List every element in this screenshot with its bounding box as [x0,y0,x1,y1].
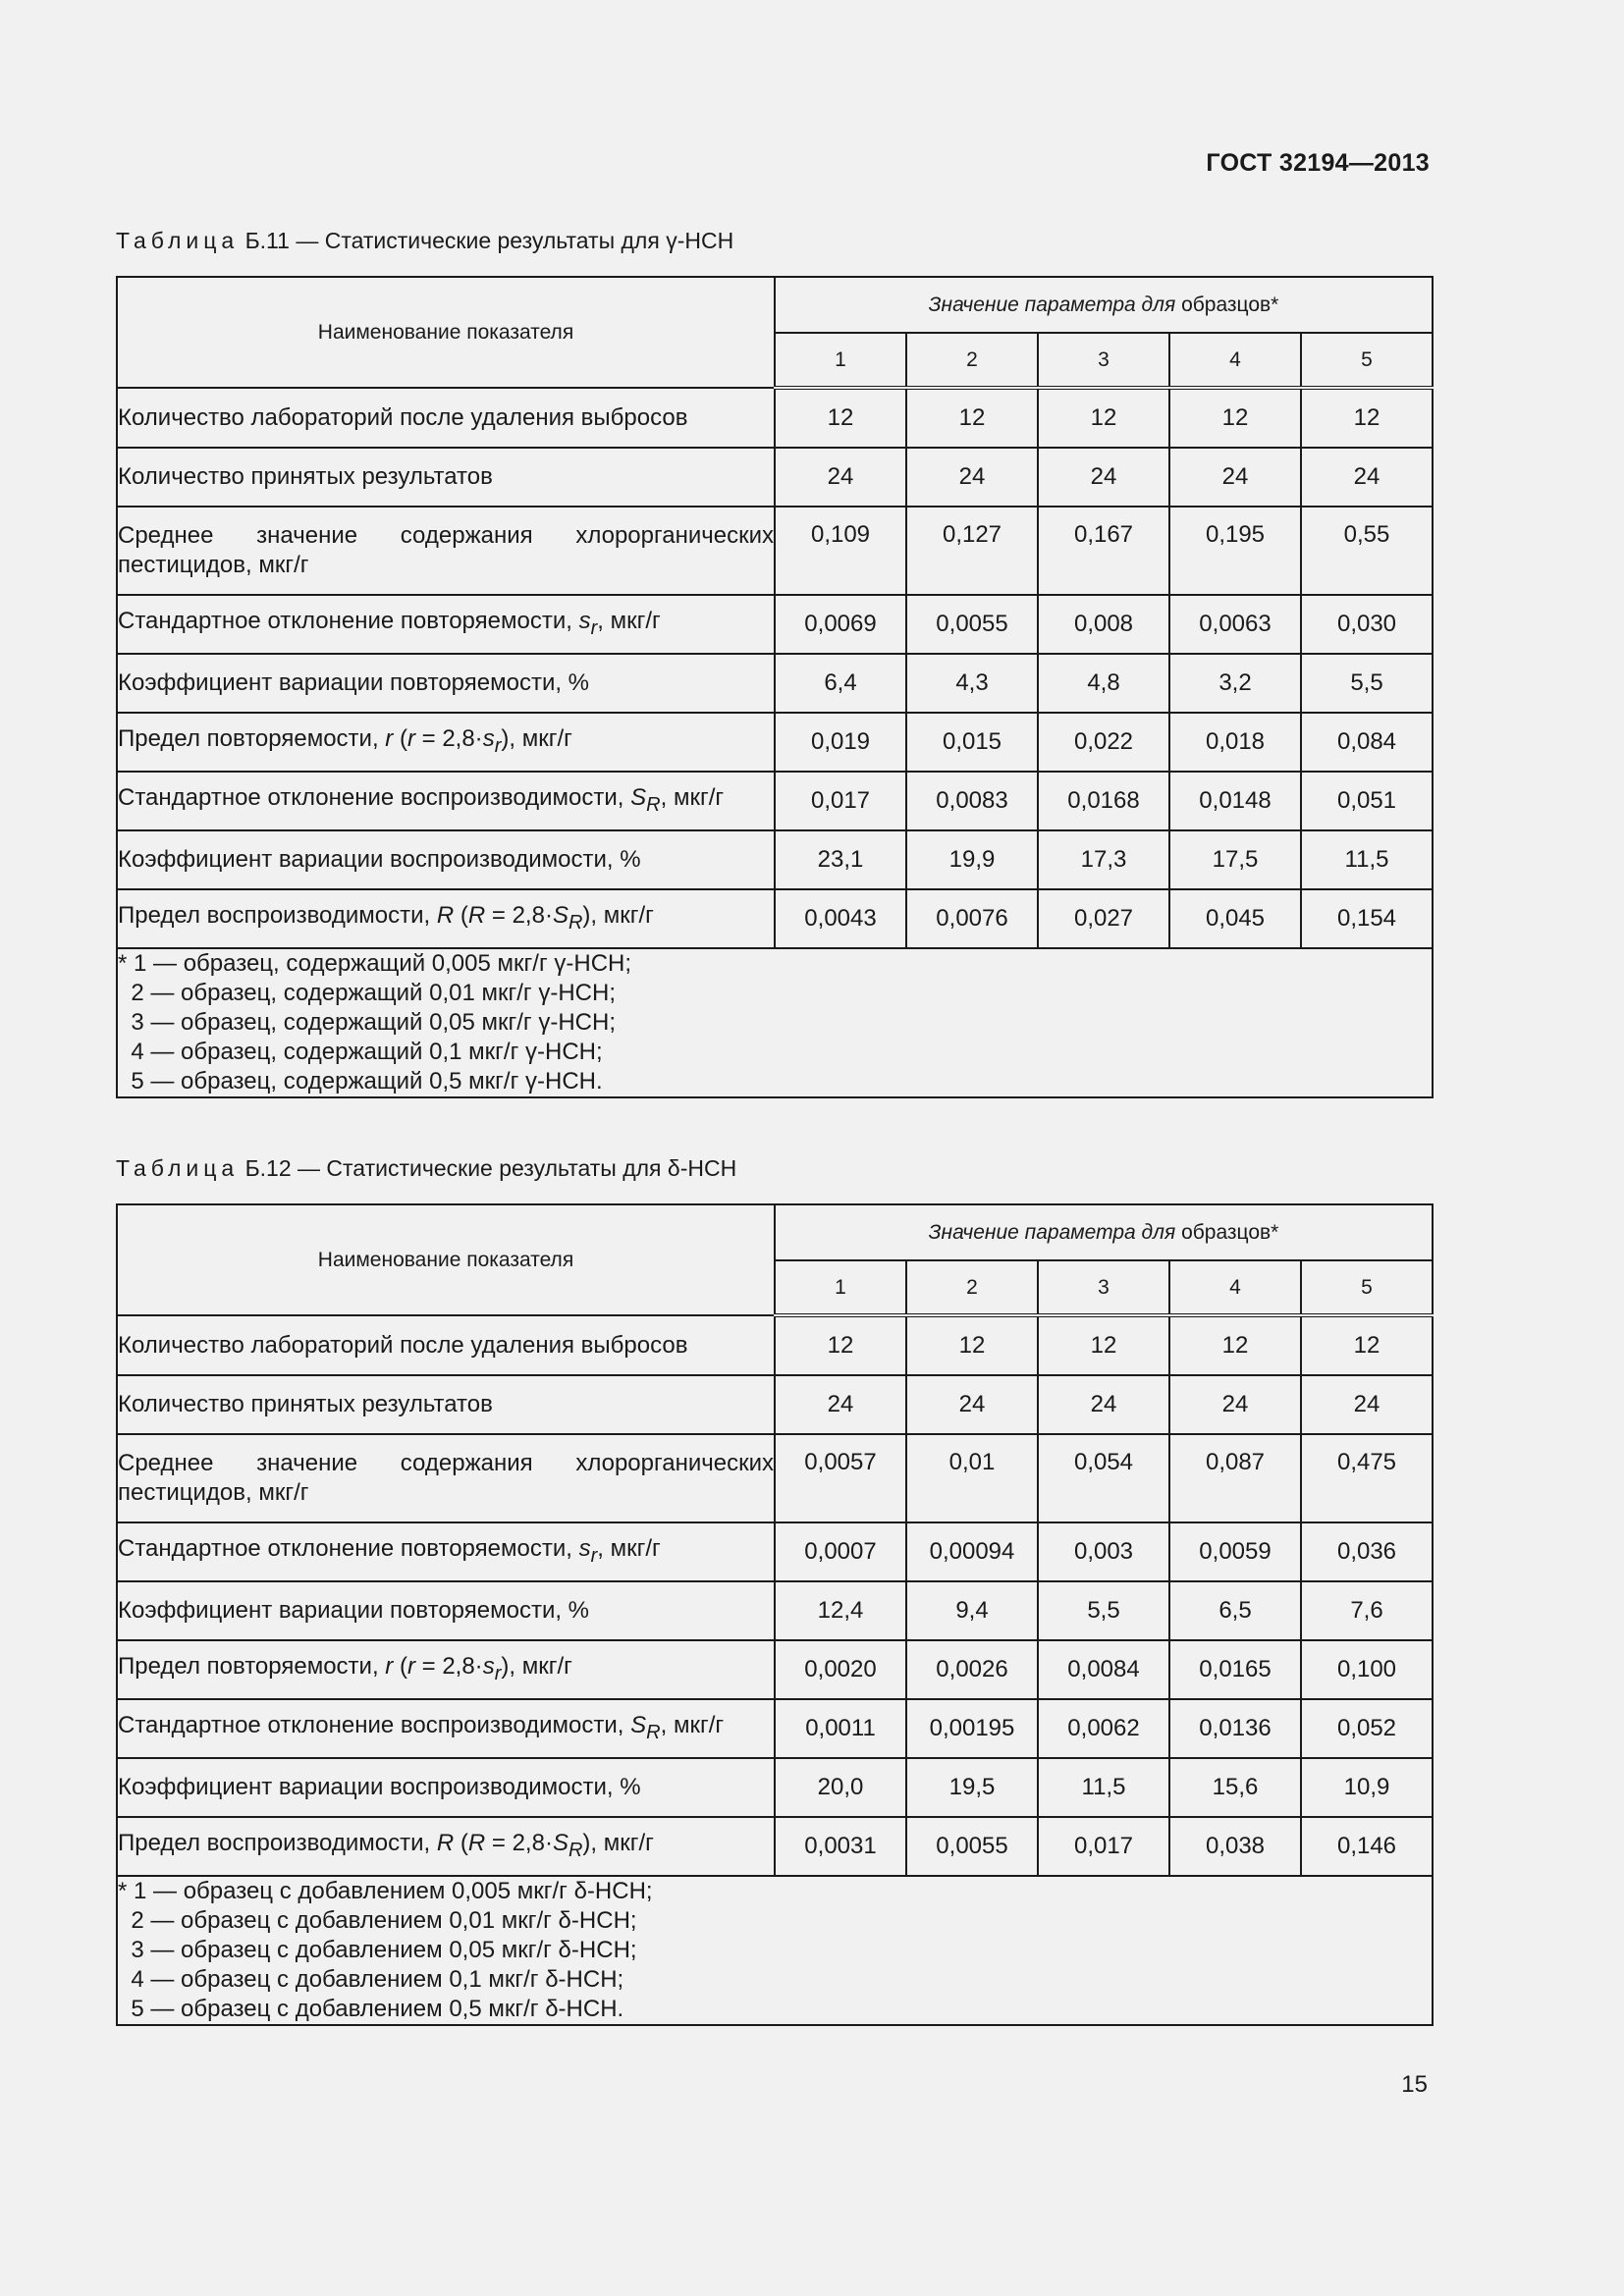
table-cell: 11,5 [1038,1758,1169,1817]
indicator-name: Предел повторяемости, r $(r = 2,8\cdot s_r)$, мкг/г [117,1640,775,1699]
table-cell: 0,01 [906,1434,1038,1522]
column-header-parameter [775,277,1433,333]
footnote-line: 3 — образец, содержащий 0,05 мкг/г γ-HCH; [118,1009,616,1036]
table-row [117,1640,1433,1699]
indicator-name: Коэффициент вариации воспроизводимости, % [117,830,775,889]
table-row [117,1758,1433,1817]
table-cell: 0,0020 [775,1640,906,1699]
table-cell: 0,017 [775,772,906,830]
table-cell: 9,4 [906,1581,1038,1640]
column-header-parameter [775,1204,1433,1260]
table-cell: 0,00094 [906,1522,1038,1581]
table-cell: 7,6 [1301,1581,1433,1640]
table-cell: 0,0062 [1038,1699,1169,1758]
table-cell: 0,00195 [906,1699,1038,1758]
table-cell: 23,1 [775,830,906,889]
table-cell: 0,0057 [775,1434,906,1522]
table-row [117,654,1433,713]
table-row [117,889,1433,948]
table-cell: 24 [1038,1375,1169,1434]
sample-col-header: 2 [906,1260,1038,1315]
indicator-name: Коэффициент вариации воспроизводимости, % [117,1758,775,1817]
table-cell: 0,015 [906,713,1038,772]
table-cell: 0,0168 [1038,772,1169,830]
sample-col-header: 4 [1169,333,1301,388]
sample-col-header: 3 [1038,333,1169,388]
table-cell: 0,052 [1301,1699,1433,1758]
table-cell: 0,146 [1301,1817,1433,1876]
table-cell: 24 [1169,1375,1301,1434]
table-row [117,507,1433,595]
param-header-italic: Значение параметра для [928,1220,1176,1244]
table-cell: 0,051 [1301,772,1433,830]
table-cell: 24 [1169,448,1301,507]
column-header-indicator: Наименование показателя [117,277,775,388]
table-cell: 0,0136 [1169,1699,1301,1758]
table-cell: 0,017 [1038,1817,1169,1876]
table-cell: 19,5 [906,1758,1038,1817]
sample-col-header: 4 [1169,1260,1301,1315]
table-cell: 12 [775,1315,906,1375]
table-row [117,1581,1433,1640]
table-cell: 4,8 [1038,654,1169,713]
table-cell: 0,0043 [775,889,906,948]
table-caption-title: Б.12 — Статистические результаты для δ-HCH [244,1155,737,1181]
table-row [117,1315,1433,1375]
table-row [117,1817,1433,1876]
sample-col-header: 5 [1301,333,1433,388]
table-cell: 0,167 [1038,507,1169,595]
table-cell: 0,036 [1301,1522,1433,1581]
sample-col-header: 1 [775,333,906,388]
table-cell: 10,9 [1301,1758,1433,1817]
sample-col-header: 5 [1301,1260,1433,1315]
footnote-line: 4 — образец с добавлением 0,1 мкг/г δ-HCH; [118,1966,624,1993]
table-caption-title: Б.11 — Статистические результаты для γ-HCH [244,228,734,253]
table-row [117,448,1433,507]
footnote-line: * 1 — образец, содержащий 0,005 мкг/г γ-HCH; [118,950,632,977]
param-header-tail: образцов* [1175,293,1279,316]
table-cell: 0,127 [906,507,1038,595]
table-cell: 5,5 [1301,654,1433,713]
table-cell: 12 [1301,1315,1433,1375]
table-cell: 0,018 [1169,713,1301,772]
footnote-line: * 1 — образец с добавлением 0,005 мкг/г δ-HCH; [118,1878,653,1904]
table-cell: 0,0083 [906,772,1038,830]
standard-code: ГОСТ 32194—2013 [1206,149,1430,177]
sample-col-header: 3 [1038,1260,1169,1315]
table-cell: 0,030 [1301,595,1433,654]
table-row [117,595,1433,654]
table-cell: 0,154 [1301,889,1433,948]
table-cell: 5,5 [1038,1581,1169,1640]
table-caption-b12 [116,1155,736,1182]
table-row [117,1522,1433,1581]
table-cell: 24 [1038,448,1169,507]
table-cell: 0,054 [1038,1434,1169,1522]
table-cell: 6,4 [775,654,906,713]
table-cell: 24 [1301,1375,1433,1434]
column-header-indicator: Наименование показателя [117,1204,775,1315]
table-cell: 12 [1038,388,1169,448]
table-cell: 3,2 [1169,654,1301,713]
table-cell: 0,0148 [1169,772,1301,830]
indicator-name: Количество принятых результатов [117,1375,775,1434]
indicator-name: Предел воспроизводимости, R $(R = 2,8\cdot S_R)$, мкг/г [117,889,775,948]
table-row [117,388,1433,448]
footnote-line: 5 — образец, содержащий 0,5 мкг/г γ-HCH. [118,1068,603,1095]
table-cell: 0,109 [775,507,906,595]
indicator-name: Стандартное отклонение воспроизводимости, $S_R$, мкг/г [117,1699,775,1758]
table-cell: 24 [906,1375,1038,1434]
table-row [117,1699,1433,1758]
table-row [117,1375,1433,1434]
table-row [117,830,1433,889]
table-cell: 4,3 [906,654,1038,713]
table-cell: 0,0031 [775,1817,906,1876]
indicator-name: Предел воспроизводимости, R $(R = 2,8\cdot S_R)$, мкг/г [117,1817,775,1876]
footnote-line: 3 — образец с добавлением 0,05 мкг/г δ-HCH; [118,1937,637,1963]
table-cell: 0,0063 [1169,595,1301,654]
indicator-name: Коэффициент вариации повторяемости, % [117,1581,775,1640]
table-caption-b11 [116,228,733,254]
indicator-name: Стандартное отклонение повторяемости, $s_r$, мкг/г [117,595,775,654]
table-cell: 0,084 [1301,713,1433,772]
table-cell: 0,100 [1301,1640,1433,1699]
footnote-line: 2 — образец, содержащий 0,01 мкг/г γ-HCH; [118,980,616,1006]
page-number: 15 [1401,2071,1428,2098]
stat-table-b11 [116,276,1434,1098]
table-cell: 0,195 [1169,507,1301,595]
table-row [117,772,1433,830]
table-cell: 0,027 [1038,889,1169,948]
table-row [117,713,1433,772]
table-cell: 0,087 [1169,1434,1301,1522]
footnote-line: 5 — образец с добавлением 0,5 мкг/г δ-HCH. [118,1996,624,2022]
table-cell: 12 [906,388,1038,448]
indicator-name: Количество лабораторий после удаления выбросов [117,388,775,448]
stat-table-b12 [116,1203,1434,2026]
table-cell: 11,5 [1301,830,1433,889]
footnote-line: 2 — образец с добавлением 0,01 мкг/г δ-HCH; [118,1907,637,1934]
table-cell: 12 [1169,388,1301,448]
table-cell: 0,038 [1169,1817,1301,1876]
table-footnote [117,1876,1433,2025]
indicator-name: Среднее значение содержания хлорорганических пестицидов, мкг/г [117,1434,775,1522]
table-cell: 12,4 [775,1581,906,1640]
indicator-name: Стандартное отклонение повторяемости, $s_r$, мкг/г [117,1522,775,1581]
table-cell: 0,475 [1301,1434,1433,1522]
table-cell: 12 [775,388,906,448]
indicator-name: Коэффициент вариации повторяемости, % [117,654,775,713]
indicator-name: Стандартное отклонение воспроизводимости, $S_R$, мкг/г [117,772,775,830]
table-cell: 12 [906,1315,1038,1375]
sample-col-header: 2 [906,333,1038,388]
param-header-italic: Значение параметра для [928,293,1176,316]
table-caption-label: Таблица [116,1155,240,1181]
table-cell: 24 [775,1375,906,1434]
table-cell: 0,0026 [906,1640,1038,1699]
table-cell: 0,0059 [1169,1522,1301,1581]
table-cell: 17,3 [1038,830,1169,889]
footnote-line: 4 — образец, содержащий 0,1 мкг/г γ-HCH; [118,1039,603,1065]
table-cell: 19,9 [906,830,1038,889]
table-cell: 0,019 [775,713,906,772]
table-cell: 15,6 [1169,1758,1301,1817]
table-cell: 12 [1169,1315,1301,1375]
table-cell: 6,5 [1169,1581,1301,1640]
param-header-tail: образцов* [1175,1220,1279,1244]
table-caption-label: Таблица [116,228,240,253]
table-cell: 20,0 [775,1758,906,1817]
table-cell: 0,0084 [1038,1640,1169,1699]
table-cell: 12 [1301,388,1433,448]
indicator-name: Предел повторяемости, r $(r = 2,8\cdot s_r)$, мкг/г [117,713,775,772]
table-cell: 0,008 [1038,595,1169,654]
table-cell: 0,0165 [1169,1640,1301,1699]
table-cell: 0,0007 [775,1522,906,1581]
indicator-name: Количество лабораторий после удаления выбросов [117,1315,775,1375]
table-cell: 0,003 [1038,1522,1169,1581]
table-cell: 12 [1038,1315,1169,1375]
indicator-name: Количество принятых результатов [117,448,775,507]
table-cell: 24 [775,448,906,507]
table-cell: 0,0055 [906,595,1038,654]
table-cell: 0,0055 [906,1817,1038,1876]
table-cell: 0,55 [1301,507,1433,595]
table-cell: 24 [1301,448,1433,507]
table-row [117,1434,1433,1522]
table-cell: 0,0069 [775,595,906,654]
table-cell: 17,5 [1169,830,1301,889]
table-cell: 0,0076 [906,889,1038,948]
table-cell: 0,0011 [775,1699,906,1758]
indicator-name: Среднее значение содержания хлорорганических пестицидов, мкг/г [117,507,775,595]
table-cell: 0,022 [1038,713,1169,772]
table-cell: 0,045 [1169,889,1301,948]
table-footnote [117,948,1433,1097]
sample-col-header: 1 [775,1260,906,1315]
table-cell: 24 [906,448,1038,507]
